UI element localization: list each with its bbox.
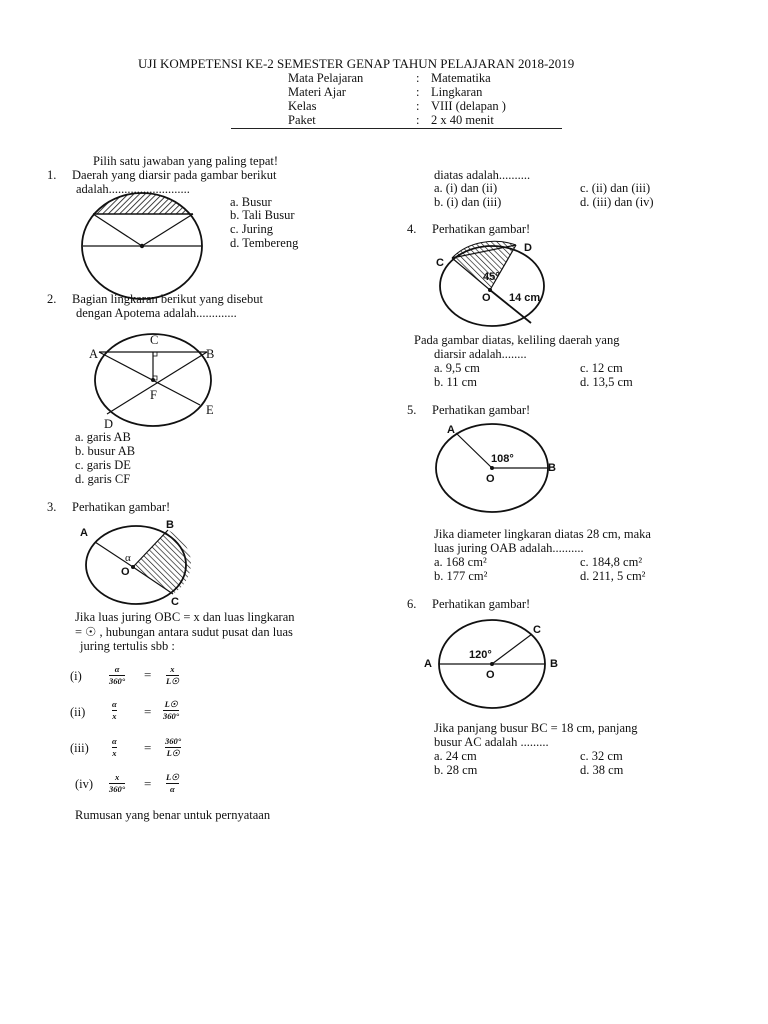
header-label-package: Paket [288, 113, 316, 127]
header-value-material: Lingkaran [431, 85, 483, 99]
q3-statement-ii-left-fraction: α x [112, 699, 117, 721]
q4-text-1: Perhatikan gambar! [432, 222, 531, 236]
q6-option-c: c. 32 cm [580, 749, 623, 763]
q4-number: 4. [407, 222, 417, 236]
q5-number: 5. [407, 403, 417, 417]
q4-option-b: b. 11 cm [434, 375, 477, 389]
q1-text-2: adalah.......................... [76, 182, 190, 196]
q5-text-1: Perhatikan gambar! [432, 403, 531, 417]
q5-label-b: B [548, 462, 556, 474]
q6-label-c: C [533, 624, 541, 636]
q5-option-b: b. 177 cm² [434, 569, 488, 583]
header-colon: : [416, 71, 420, 85]
q5-label-o: O [486, 473, 495, 485]
q4-circle-figure [438, 240, 550, 330]
q5-label-angle: 108° [491, 453, 514, 465]
q2-label-c: C [150, 333, 159, 347]
q5-option-c: c. 184,8 cm² [580, 555, 643, 569]
header-label-material: Materi Ajar [288, 85, 346, 99]
q5-option-d: d. 211, 5 cm² [580, 569, 646, 583]
q6-label-b: B [550, 658, 558, 670]
q5-option-a: a. 168 cm² [434, 555, 487, 569]
q3-text-4: juring tertulis sbb : [80, 639, 175, 653]
q4-option-c: c. 12 cm [580, 361, 623, 375]
q1-option-a: a. Busur [230, 195, 272, 209]
q6-label-a: A [424, 658, 432, 670]
q3-label-alpha: α [125, 552, 131, 564]
q3-statement-ii-equals: = [144, 704, 152, 719]
q5-label-a: A [447, 424, 455, 436]
q3-statement-iv-label: (iv) [75, 777, 94, 791]
q3-statement-iii-right-fraction: 360° L☉ [165, 736, 182, 758]
q1-text-1: Daerah yang diarsir pada gambar berikut [72, 168, 277, 182]
q1-number: 1. [47, 168, 57, 182]
q3-statement-i-label: (i) [70, 669, 82, 683]
q3-option-d: d. (iii) dan (iv) [580, 195, 654, 209]
q2-text-2: dengan Apotema adalah............. [76, 306, 237, 320]
q3-statement-iv-left-fraction: x 360° [109, 772, 126, 794]
q2-label-e: E [206, 403, 214, 417]
q4-label-d: D [524, 242, 532, 254]
instruction: Pilih satu jawaban yang paling tepat! [93, 154, 279, 168]
q4-label-angle: 45° [483, 271, 500, 283]
q5-text-3: luas juring OAB adalah.......... [434, 541, 584, 555]
q4-text-3: diarsir adalah........ [434, 347, 527, 361]
q1-option-b: b. Tali Busur [230, 208, 295, 222]
q6-text-1: Perhatikan gambar! [432, 597, 531, 611]
q6-option-b: b. 28 cm [434, 763, 478, 777]
q4-text-2: Pada gambar diatas, keliling daerah yang [414, 333, 620, 347]
q6-option-a: a. 24 cm [434, 749, 477, 763]
document-title: UJI KOMPETENSI KE-2 SEMESTER GENAP TAHUN PELAJARAN 2018-2019 [138, 56, 575, 71]
q3-statement-i-equals: = [144, 667, 152, 682]
q4-option-a: a. 9,5 cm [434, 361, 480, 375]
q2-text-1: Bagian lingkaran berikut yang disebut [72, 292, 263, 306]
header-value-class: VIII (delapan ) [431, 99, 506, 113]
q2-label-f: F [150, 388, 157, 402]
q1-option-c: c. Juring [230, 222, 274, 236]
q3-statement-iii-equals: = [144, 740, 152, 755]
q4-label-c: C [436, 257, 444, 269]
q3-statement-ii-label: (ii) [70, 705, 86, 719]
q3-option-a: a. (i) dan (ii) [434, 181, 498, 195]
q3-label-a: A [80, 527, 88, 539]
q3-label-c: C [171, 596, 179, 608]
q3-statement-iv-equals: = [144, 776, 152, 791]
q6-circle-figure [436, 618, 548, 710]
q6-label-o: O [486, 669, 495, 681]
q6-label-angle: 120° [469, 649, 492, 661]
q6-option-d: d. 38 cm [580, 763, 624, 777]
q3-statement-iii-label: (iii) [70, 741, 89, 755]
q2-label-d: D [104, 417, 114, 431]
q4-label-radius: 14 cm [509, 292, 541, 304]
q3-option-b: b. (i) dan (iii) [434, 195, 502, 209]
q5-text-2: Jika diameter lingkaran diatas 28 cm, maka [434, 527, 651, 541]
q2-option-c: c. garis DE [75, 458, 131, 472]
q3-continued-text: diatas adalah.......... [434, 168, 531, 182]
q3-statement-iv-right-fraction: L☉ α [166, 772, 179, 794]
q6-text-3: busur AC adalah ......... [434, 735, 549, 749]
q4-label-o: O [482, 292, 491, 304]
q3-option-c: c. (ii) dan (iii) [580, 181, 651, 195]
q3-number: 3. [47, 500, 57, 514]
q1-circle-figure [75, 190, 215, 300]
q2-label-b: B [206, 347, 215, 361]
q6-text-2: Jika panjang busur BC = 18 cm, panjang [434, 721, 638, 735]
q2-option-d: d. garis CF [75, 472, 131, 486]
header-value-package: 2 x 40 menit [431, 113, 494, 127]
q3-label-o: O [121, 566, 130, 578]
q3-statement-i-right-fraction: x L☉ [166, 664, 179, 686]
q3-closing-text: Rumusan yang benar untuk pernyataan [75, 808, 271, 822]
header-label-class: Kelas [288, 99, 317, 113]
q4-option-d: d. 13,5 cm [580, 375, 633, 389]
header-divider [231, 128, 562, 129]
q6-number: 6. [407, 597, 417, 611]
q2-label-a: A [89, 347, 99, 361]
header-value-subject: Matematika [431, 71, 491, 85]
header-colon: : [416, 99, 420, 113]
q3-label-b: B [166, 519, 174, 531]
q3-text-1: Perhatikan gambar! [72, 500, 171, 514]
q3-statement-iii-left-fraction: α x [112, 736, 117, 758]
header-colon: : [416, 85, 420, 99]
header-colon: : [416, 113, 420, 127]
q3-statement-i-left-fraction: α 360° [109, 664, 126, 686]
q2-option-a: a. garis AB [75, 430, 131, 444]
q2-number: 2. [47, 292, 57, 306]
header-label-subject: Mata Pelajaran [288, 71, 364, 85]
q3-text-3: = ☉ , hubungan antara sudut pusat dan luas [75, 625, 293, 639]
q2-option-b: b. busur AB [75, 444, 136, 458]
q3-text-2: Jika luas juring OBC = x dan luas lingkaran [75, 610, 295, 624]
q3-statement-ii-right-fraction: L☉ 360° [163, 699, 180, 721]
q1-option-d: d. Tembereng [230, 236, 299, 250]
